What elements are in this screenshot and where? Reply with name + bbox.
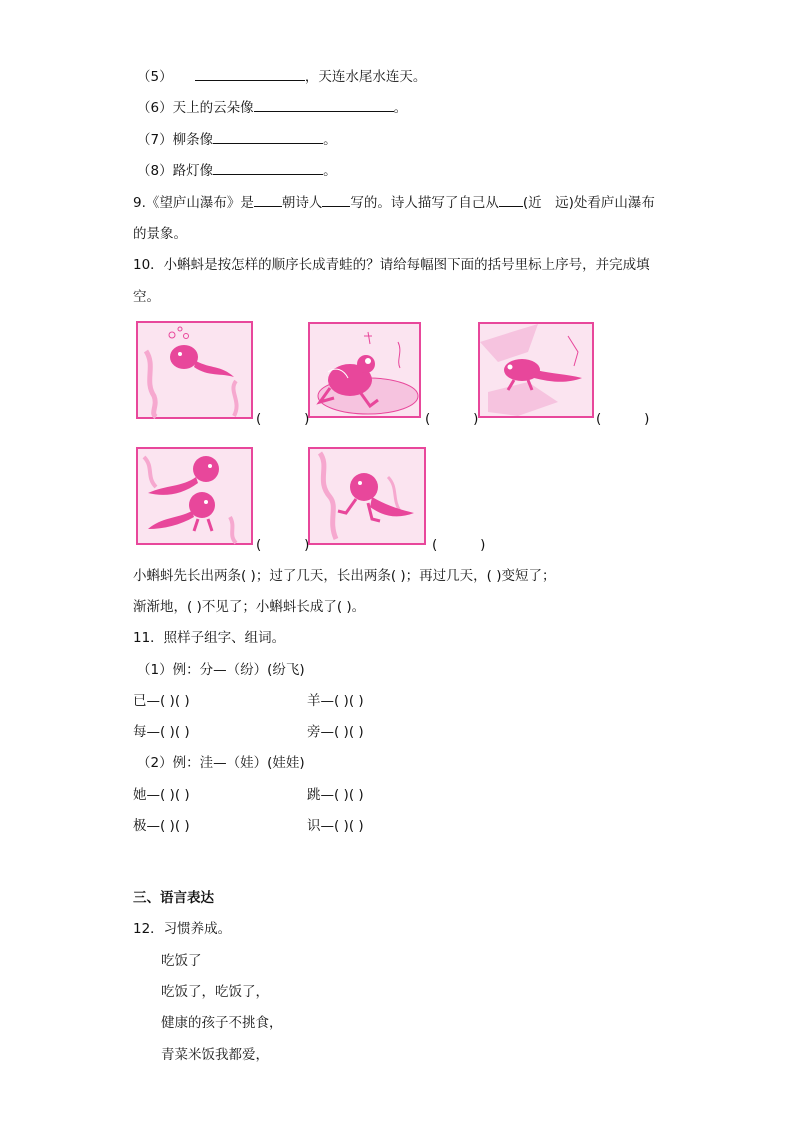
word-row-a[interactable]: 已—( )( )	[133, 693, 190, 709]
answer-blank[interactable]	[213, 161, 323, 175]
answer-blank[interactable]	[254, 98, 394, 112]
question-text: 9.《望庐山瀑布》是	[133, 195, 254, 211]
word-row-a[interactable]: 极—( )( )	[133, 818, 190, 834]
item-number: （6）	[137, 100, 173, 116]
word-row-a[interactable]: 每—( )( )	[133, 724, 190, 740]
question-text: 朝诗人	[281, 195, 323, 211]
word-row-b[interactable]: 旁—( )( )	[307, 724, 364, 740]
order-bracket[interactable]: ( )	[256, 537, 310, 553]
fill-item-5	[137, 67, 426, 86]
tadpole-with-legs-icon	[308, 447, 426, 545]
question-text: 写的。诗人描写了自己从	[350, 195, 499, 211]
word-row-a[interactable]: 她—( )( )	[133, 787, 190, 803]
question-10-sentence: 小蝌蚪先长出两条( )；过了几天，长出两条( )；再过几天，( )变短了；	[133, 568, 556, 584]
poem-line: 吃饭了	[161, 953, 202, 969]
item-text: 。	[323, 132, 337, 148]
answer-blank[interactable]	[254, 193, 282, 207]
frog-on-lilypad-icon	[308, 322, 421, 418]
order-bracket[interactable]: ( )	[425, 411, 479, 427]
item-text: ，天连水尾水连天。	[304, 69, 427, 85]
answer-blank[interactable]	[213, 130, 323, 144]
poem-line: 吃饭了，吃饭了，	[161, 984, 269, 1000]
word-row-b[interactable]: 跳—( )( )	[307, 787, 364, 803]
example-2: （2）例：洼—（娃）(娃娃)	[137, 755, 305, 771]
example-1: （1）例：分—（纷）(纷飞)	[137, 662, 305, 678]
item-number: （8）	[137, 163, 173, 179]
fill-item-6	[137, 98, 407, 117]
item-number: （5）	[137, 69, 173, 85]
word-row-b[interactable]: 识—( )( )	[307, 818, 364, 834]
answer-blank[interactable]	[195, 67, 305, 81]
item-text: 柳条像	[172, 132, 214, 148]
question-11-title: 11．照样子组字、组词。	[133, 630, 286, 646]
poem-line: 青菜米饭我都爱，	[161, 1047, 269, 1063]
answer-blank[interactable]	[322, 193, 350, 207]
item-text: 。	[393, 100, 408, 116]
fill-item-8	[137, 161, 337, 180]
question-10-text: 10．小蝌蚪是按怎样的顺序长成青蛙的？请给每幅图下面的括号里标上序号，并完成填	[133, 257, 650, 273]
question-12-title: 12．习惯养成。	[133, 921, 232, 937]
word-row-b[interactable]: 羊—( )( )	[307, 693, 364, 709]
fill-item-7	[137, 130, 337, 149]
order-bracket[interactable]: ( )	[432, 537, 486, 553]
item-number: （7）	[137, 132, 173, 148]
poem-line: 健康的孩子不挑食，	[161, 1015, 283, 1031]
froglet-icon	[478, 322, 594, 418]
tadpole-pair-icon	[136, 447, 253, 545]
tadpole-icon	[136, 321, 253, 419]
question-text: (近 远)处看庐山瀑布	[522, 195, 655, 211]
question-10-sentence-line2: 渐渐地，( )不见了；小蝌蚪长成了( )。	[133, 599, 366, 615]
item-text: 。	[323, 163, 337, 179]
section-title: 三、语言表达	[133, 890, 214, 906]
question-9	[133, 193, 655, 212]
question-9-line2: 的景象。	[133, 226, 187, 242]
order-bracket[interactable]: ( )	[596, 411, 650, 427]
question-10-text-line2: 空。	[133, 289, 160, 305]
order-bracket[interactable]: ( )	[256, 411, 310, 427]
item-text: 天上的云朵像	[172, 100, 254, 116]
item-text: 路灯像	[172, 163, 214, 179]
answer-blank[interactable]	[499, 193, 523, 207]
